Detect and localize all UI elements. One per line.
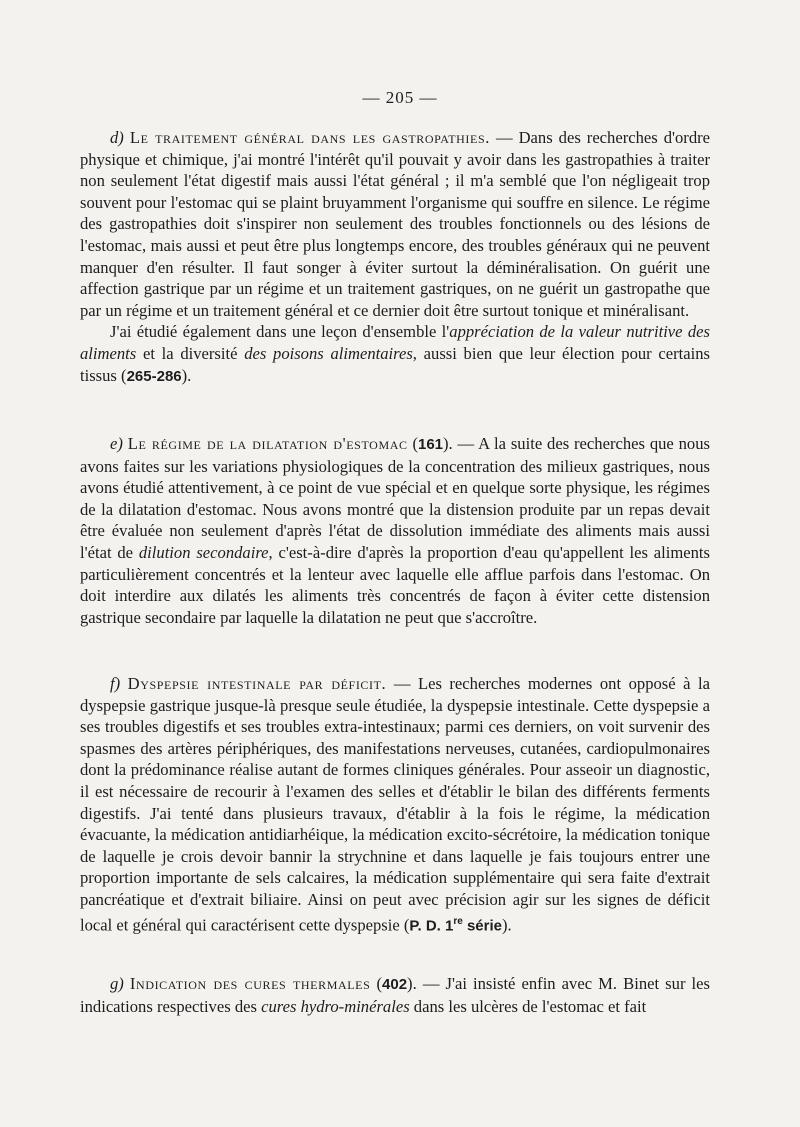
emphasis: cures hydro-minérales [261,996,410,1016]
section-title: Le régime de la dilatation d'estomac [127,434,408,453]
text-run: et la diversité [136,343,245,363]
section-title: Indication des cures thermales [129,974,371,993]
page-number: — 205 — [362,88,438,107]
dash: — [489,128,519,147]
reference-number: 265-286 [126,367,182,385]
section-g-paragraph: g) Indication des cures thermales (402). — J'ai insisté enfin avec M. Binet sur les indications respectives des cures hydro-minérales dans les ulcères de l'estomac et fait [80,974,710,1016]
section-d-paragraph-1 [80,127,710,321]
section-e-paragraph: e) Le régime de la dilatation d'estomac (161). — A la suite des recherches que nous avons faites sur les variations physiologiques de la concentration des milieux gastriques, nous avons étudié attentivement, à ce point de vue spécial et en quelque sorte physique, les régimes de la dilatation d'estomac. Nous avons montré que la distension produite par un repas devait être évaluée non seulement d'après l'état de dissolution immédiate des aliments mais aussi l'état de dilution secondaire, c'est-à-dire d'après la proportion d'eau qu'appellent les aliments particulièrement concentrés et la lenteur avec laquelle elle afflue parfois dans l'estomac. On doit interdire aux dilatés les aliments très concentrés de façon à éviter cette distension gastrique secondaire par laquelle la dilatation ne peut que s'accroître. [80,434,710,627]
section-f-paragraph [80,673,710,937]
dash: — [386,674,418,693]
emphasis: dilution secondaire [138,542,269,562]
text-run: J'ai insisté enfin avec M. Binet sur les indications respectives des [80,974,710,1016]
section-body: Les recherches modernes ont opposé à la dyspepsie gastrique jusque-là presque seule étudiée, la dyspepsie intestinale. Cette dyspepsie a ses troubles digestifs et ses troubles extra-intestinaux; parmi ces derniers, on voit survenir des spasmes des artères périphériques, des manifestations nerveuses, cutanées, cardiopulmonaires dont la prédominance réalise autant de formes cliniques générales. Pour asseoir un diagnostic, il est nécessaire de recourir à l'examen des selles et d'établir le bilan des différents ferments digestifs. J'ai tenté dans plusieurs travaux, d'établir à la fois le régime, la médication évacuante, la médication antidiarhéique, la médication excito-sécrétoire, la médication tonique de laquelle je crois devoir bannir la strychnine et dans laquelle je fais toujours entrer une proportion importante de sels calcaires, la médication supplémentaire qui sera faite d'extrait pancréatique et d'extrait biliaire. Ainsi on peut avec précision agir sur les signes de déficit local et général qui caractérisent cette dyspepsie ( [80,674,710,935]
text-run: J'ai étudié également dans une leçon d'ensemble l' [110,322,450,342]
reference-number: 161 [417,436,444,453]
section-letter: g) [110,974,124,993]
emphasis: appréciation de la valeur nutritive des aliments [80,322,710,363]
section-title: Le traitement général dans les gastropathies. [129,128,490,147]
text-run: dans les ulcères de l'estomac et fait [409,996,647,1016]
section-body: Dans des recherches d'ordre physique et chimique, j'ai montré l'intérêt qu'il pouvait y avoir dans les gastropathies à traiter non seulement l'état digestif mais aussi l'état général ; il m'a semblé que l'on négligeait trop souvent pour l'estomac qui se plaint bruyamment l'organisme qui souffre en silence. Le régime des gastropathies doit s'inspirer non seulement des troubles fonctionnels ou des lésions de l'estomac, mais aussi et peut être plus longtemps encore, des troubles généraux qui ne peuvent manquer d'en résulter. Il faut songer à éviter surtout la déminéralisation. On guérit une affection gastrique par un régime et un traitement gastriques, on ne guérit un gastropathe que par un régime et un traitement général et ce dernier doit être surtout tonique et minéralisant. [80,128,711,320]
text-run: ). [181,365,192,385]
dash: . — [448,434,479,453]
text-run: , c'est-à-dire d'après la proportion d'eau qu'appellent les aliments particulièrement concentrés et la lenteur avec laquelle elle afflue parfois dans l'estomac. On doit interdire aux dilatés les aliments très concentrés de façon à éviter cette distension gastrique secondaire par laquelle la dilatation ne peut que s'accroître. [80,542,710,627]
emphasis: des poisons alimentaires [244,343,413,363]
text-run: , aussi bien que leur élection pour certains tissus ( [80,343,710,385]
section-d-paragraph-2 [80,321,710,387]
dash: . — [412,974,446,993]
reference-number: P. D. 1 [409,917,454,935]
reference-superscript: re [453,915,463,927]
section-g [80,973,710,1017]
section-d [80,127,710,387]
text-run: A la suite des recherches que nous avons faites sur les variations physiologiques de la concentration des milieux gastriques, nous avons étudié attentivement, à ce point de vue spécial et en quelque sorte physique, les régimes de la dilatation d'estomac. Nous avons montré que la distension produite par un repas devait être évaluée non seulement d'après l'état de dissolution immédiate des aliments mais aussi l'état de [80,434,710,562]
reference-tail: série [462,917,502,935]
section-title: Dyspepsie intestinale par déficit. [127,674,387,693]
section-letter: f) [110,674,121,693]
section-e [80,433,710,628]
section-letter: d) [110,128,124,147]
reference-number: 402 [382,976,408,993]
section-letter: e) [110,434,123,453]
text-run: ). [501,915,512,935]
section-f [80,673,710,937]
